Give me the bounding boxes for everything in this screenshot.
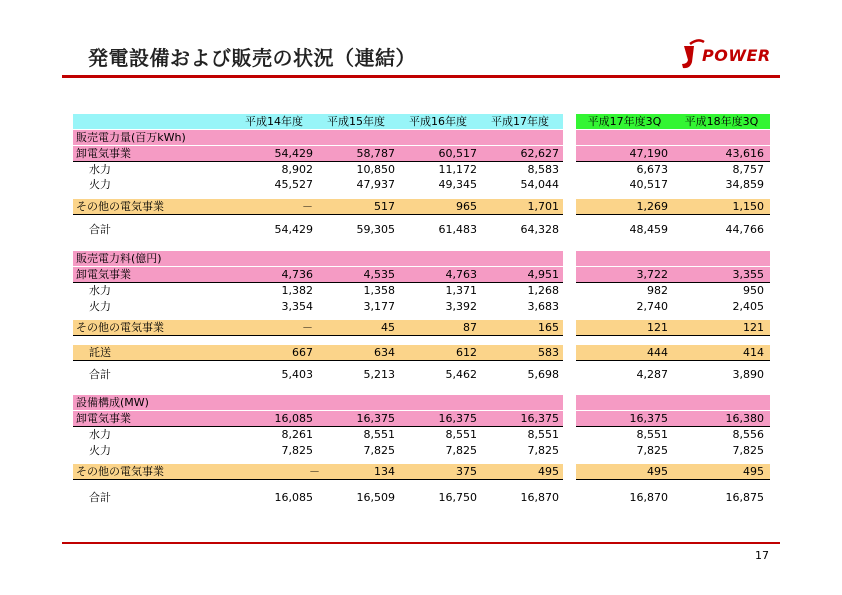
cell-value: 3,355	[732, 268, 764, 281]
cell-value: 16,375	[438, 412, 477, 425]
cell-value: 3,683	[527, 300, 559, 313]
cell-value: 965	[456, 200, 477, 213]
cell-value: 517	[374, 200, 395, 213]
row-label: 水力	[89, 428, 111, 441]
cell-value: 58,787	[356, 147, 395, 160]
row-label: 火力	[89, 178, 111, 191]
row-label: 火力	[89, 300, 111, 313]
cell-value: 5,213	[363, 368, 395, 381]
table-row	[73, 443, 770, 458]
cell-value: 1,371	[445, 284, 477, 297]
section-row	[73, 130, 770, 145]
cell-value: 16,085	[274, 491, 313, 504]
cell-value: 8,551	[363, 428, 395, 441]
section-row	[73, 251, 770, 266]
col-header: 平成15年度	[327, 115, 385, 128]
cell-value: 87	[463, 321, 477, 334]
cell-value: 16,375	[356, 412, 395, 425]
cell-value: 375	[456, 465, 477, 478]
cell-value: 62,627	[520, 147, 559, 160]
cell-value: 7,825	[445, 444, 477, 457]
cell-value: －	[302, 200, 313, 213]
cell-value: 54,429	[274, 223, 313, 236]
section-row	[73, 395, 770, 410]
cell-value: 45	[381, 321, 395, 334]
table-row	[73, 299, 770, 314]
total-row	[73, 490, 770, 505]
table-row	[73, 177, 770, 192]
cell-value: 6,673	[636, 163, 668, 176]
cell-value: 48,459	[629, 223, 668, 236]
table-row	[73, 162, 770, 177]
cell-value: 950	[743, 284, 764, 297]
cell-value: 414	[743, 346, 764, 359]
cell-value: 40,517	[629, 178, 668, 191]
cell-value: 11,172	[438, 163, 477, 176]
cell-value: 5,403	[281, 368, 313, 381]
cell-value: 121	[647, 321, 668, 334]
cell-value: 4,736	[281, 268, 313, 281]
table-row	[73, 427, 770, 442]
section-title: 販売電力量(百万kWh)	[76, 131, 186, 144]
cell-value: 4,535	[363, 268, 395, 281]
table-row	[73, 199, 770, 214]
cell-value: 16,085	[274, 412, 313, 425]
cell-value: 7,825	[732, 444, 764, 457]
cell-value: 2,740	[636, 300, 668, 313]
cell-value: －	[302, 321, 313, 334]
cell-value: 47,190	[629, 147, 668, 160]
page-title: 発電設備および販売の状況（連結）	[88, 46, 416, 70]
cell-value: 49,345	[438, 178, 477, 191]
col-header: 平成18年度3Q	[684, 115, 759, 128]
cell-value: 16,870	[629, 491, 668, 504]
cell-value: 1,269	[636, 200, 668, 213]
cell-value: 16,375	[520, 412, 559, 425]
header-row	[73, 114, 770, 129]
cell-value: 5,462	[445, 368, 477, 381]
cell-value: 495	[743, 465, 764, 478]
table-row	[73, 411, 770, 426]
cell-value: 667	[292, 346, 313, 359]
table-row	[73, 464, 770, 479]
cell-value: 1,268	[527, 284, 559, 297]
cell-value: 495	[538, 465, 559, 478]
cell-value: 3,392	[445, 300, 477, 313]
table-row	[73, 320, 770, 335]
row-label: その他の電気事業	[76, 465, 164, 478]
row-label: 合計	[89, 491, 111, 504]
cell-value: 982	[647, 284, 668, 297]
cell-value: 3,177	[363, 300, 395, 313]
cell-value: 3,722	[636, 268, 668, 281]
row-label: その他の電気事業	[76, 200, 164, 213]
row-label: 託送	[89, 346, 111, 359]
title-divider	[62, 75, 780, 78]
row-label: その他の電気事業	[76, 321, 164, 334]
cell-value: 495	[647, 465, 668, 478]
cell-value: 7,825	[636, 444, 668, 457]
cell-value: 64,328	[520, 223, 559, 236]
cell-value: 634	[374, 346, 395, 359]
cell-value: 16,509	[356, 491, 395, 504]
col-header: 平成16年度	[409, 115, 467, 128]
row-label: 卸電気事業	[76, 147, 131, 160]
page-number: 17	[755, 549, 769, 562]
cell-value: 60,517	[438, 147, 477, 160]
cell-value: 4,763	[445, 268, 477, 281]
cell-value: 44,766	[725, 223, 764, 236]
col-header: 平成17年度3Q	[587, 115, 662, 128]
cell-value: 10,850	[356, 163, 395, 176]
cell-value: 4,287	[636, 368, 668, 381]
row-label: 水力	[89, 284, 111, 297]
cell-value: 165	[538, 321, 559, 334]
cell-value: 134	[374, 465, 395, 478]
table-row	[73, 267, 770, 282]
cell-value: 8,551	[445, 428, 477, 441]
cell-value: 3,890	[732, 368, 764, 381]
cell-value: 59,305	[356, 223, 395, 236]
cell-value: 8,551	[527, 428, 559, 441]
row-label: 卸電気事業	[76, 268, 131, 281]
cell-value: －	[309, 465, 320, 478]
section-title: 設備構成(MW)	[76, 396, 149, 409]
cell-value: 8,556	[732, 428, 764, 441]
row-label: 卸電気事業	[76, 412, 131, 425]
cell-value: 4,951	[527, 268, 559, 281]
cell-value: 45,527	[274, 178, 313, 191]
cell-value: 54,044	[520, 178, 559, 191]
col-header: 平成17年度	[491, 115, 549, 128]
logo-wordmark: POWER	[702, 46, 771, 65]
total-row	[73, 222, 770, 237]
table-row	[73, 146, 770, 161]
cell-value: 16,870	[520, 491, 559, 504]
total-row	[73, 367, 770, 382]
cell-value: 54,429	[274, 147, 313, 160]
cell-value: 583	[538, 346, 559, 359]
cell-value: 47,937	[356, 178, 395, 191]
cell-value: 3,354	[281, 300, 313, 313]
cell-value: 7,825	[281, 444, 313, 457]
cell-value: 1,150	[732, 200, 764, 213]
cell-value: 2,405	[732, 300, 764, 313]
row-label: 水力	[89, 163, 111, 176]
cell-value: 1,358	[363, 284, 395, 297]
cell-value: 5,698	[527, 368, 559, 381]
row-label: 合計	[89, 223, 111, 236]
cell-value: 8,261	[281, 428, 313, 441]
cell-value: 8,583	[527, 163, 559, 176]
cell-value: 8,902	[281, 163, 313, 176]
cell-value: 43,616	[725, 147, 764, 160]
cell-value: 1,701	[527, 200, 559, 213]
cell-value: 612	[456, 346, 477, 359]
footer-divider	[62, 542, 780, 544]
table-row	[73, 283, 770, 298]
table-row	[73, 345, 770, 360]
cell-value: 444	[647, 346, 668, 359]
cell-value: 7,825	[527, 444, 559, 457]
cell-value: 16,875	[725, 491, 764, 504]
section-title: 販売電力料(億円)	[76, 252, 162, 265]
row-label: 合計	[89, 368, 111, 381]
cell-value: 121	[743, 321, 764, 334]
cell-value: 34,859	[725, 178, 764, 191]
row-label: 火力	[89, 444, 111, 457]
cell-value: 16,380	[725, 412, 764, 425]
cell-value: 8,757	[732, 163, 764, 176]
cell-value: 16,750	[438, 491, 477, 504]
cell-value: 8,551	[636, 428, 668, 441]
cell-value: 16,375	[629, 412, 668, 425]
cell-value: 61,483	[438, 223, 477, 236]
cell-value: 7,825	[363, 444, 395, 457]
col-header: 平成14年度	[245, 115, 303, 128]
cell-value: 1,382	[281, 284, 313, 297]
